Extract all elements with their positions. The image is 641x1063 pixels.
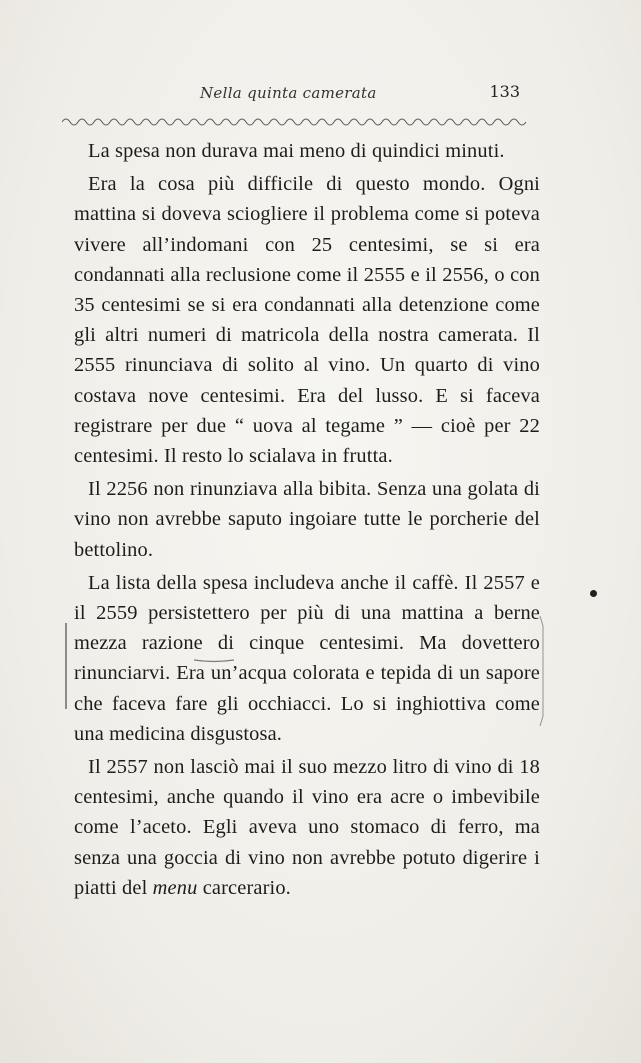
body-text xyxy=(74,136,540,906)
paragraph-text: Era la cosa più difficile di questo mondo. Ogni mattina si doveva sciogliere il problema come si poteva vivere all’indomani con 25 centesimi, se si era condannati alla reclusione come il 2555 e il 2556, o con 35 centesimi se si era condannati alla detenzione come gli altri numeri di matricola della nostra camerata. Il 2555 rinunciava di solito al vino. Un quarto di vino costava nove centesimi. Era del lusso. E si faceva registrare per due “ uova al tegame ” — cioè per 22 centesimi. Il resto lo scialava in frutta. xyxy=(74,173,540,468)
paragraph-text: carcerario. xyxy=(197,876,291,899)
running-title: Nella quinta camerata xyxy=(200,84,377,102)
paragraph-2 xyxy=(74,169,540,471)
paragraph-3 xyxy=(74,474,540,565)
running-head xyxy=(200,84,520,108)
wavy-rule-ornament xyxy=(62,114,532,128)
paragraph-text: La spesa non durava mai meno di quindici minuti. xyxy=(88,140,505,162)
pencil-underline-mark xyxy=(194,657,234,665)
margin-pencil-bracket-right xyxy=(539,616,545,726)
page-number: 133 xyxy=(489,82,520,101)
italic-word: menu xyxy=(152,876,198,899)
margin-pencil-line-left xyxy=(65,623,67,709)
paragraph-text: Il 2557 non lasciò mai il suo mezzo litro di vino di 18 centesimi, anche quando il vino era acre o imbevibile come l’aceto. Egli aveva uno stomaco di ferro, ma senza una goccia di vino non avrebbe potuto digerire i piatti del xyxy=(74,756,540,899)
paragraph-text: Il 2256 non rinunziava alla bibita. Senza una golata di vino non avrebbe saputo ingoiare tutte le porcherie del bettolino. xyxy=(74,478,540,561)
ink-dot-mark xyxy=(590,590,597,597)
paragraph-text: La lista della spesa includeva anche il caffè. Il 2557 e il 2559 persistettero per più di una mattina a berne mezza razione di cinque centesimi. Ma dovettero rinunciarvi. Era un’acqua colorata e tepida di un sapore che faceva fare gli occhiacci. Lo si inghiottiva come una medicina disgustosa. xyxy=(74,571,540,745)
paragraph-5 xyxy=(74,752,540,903)
paragraph-4 xyxy=(74,568,540,749)
paragraph-1 xyxy=(74,136,540,166)
